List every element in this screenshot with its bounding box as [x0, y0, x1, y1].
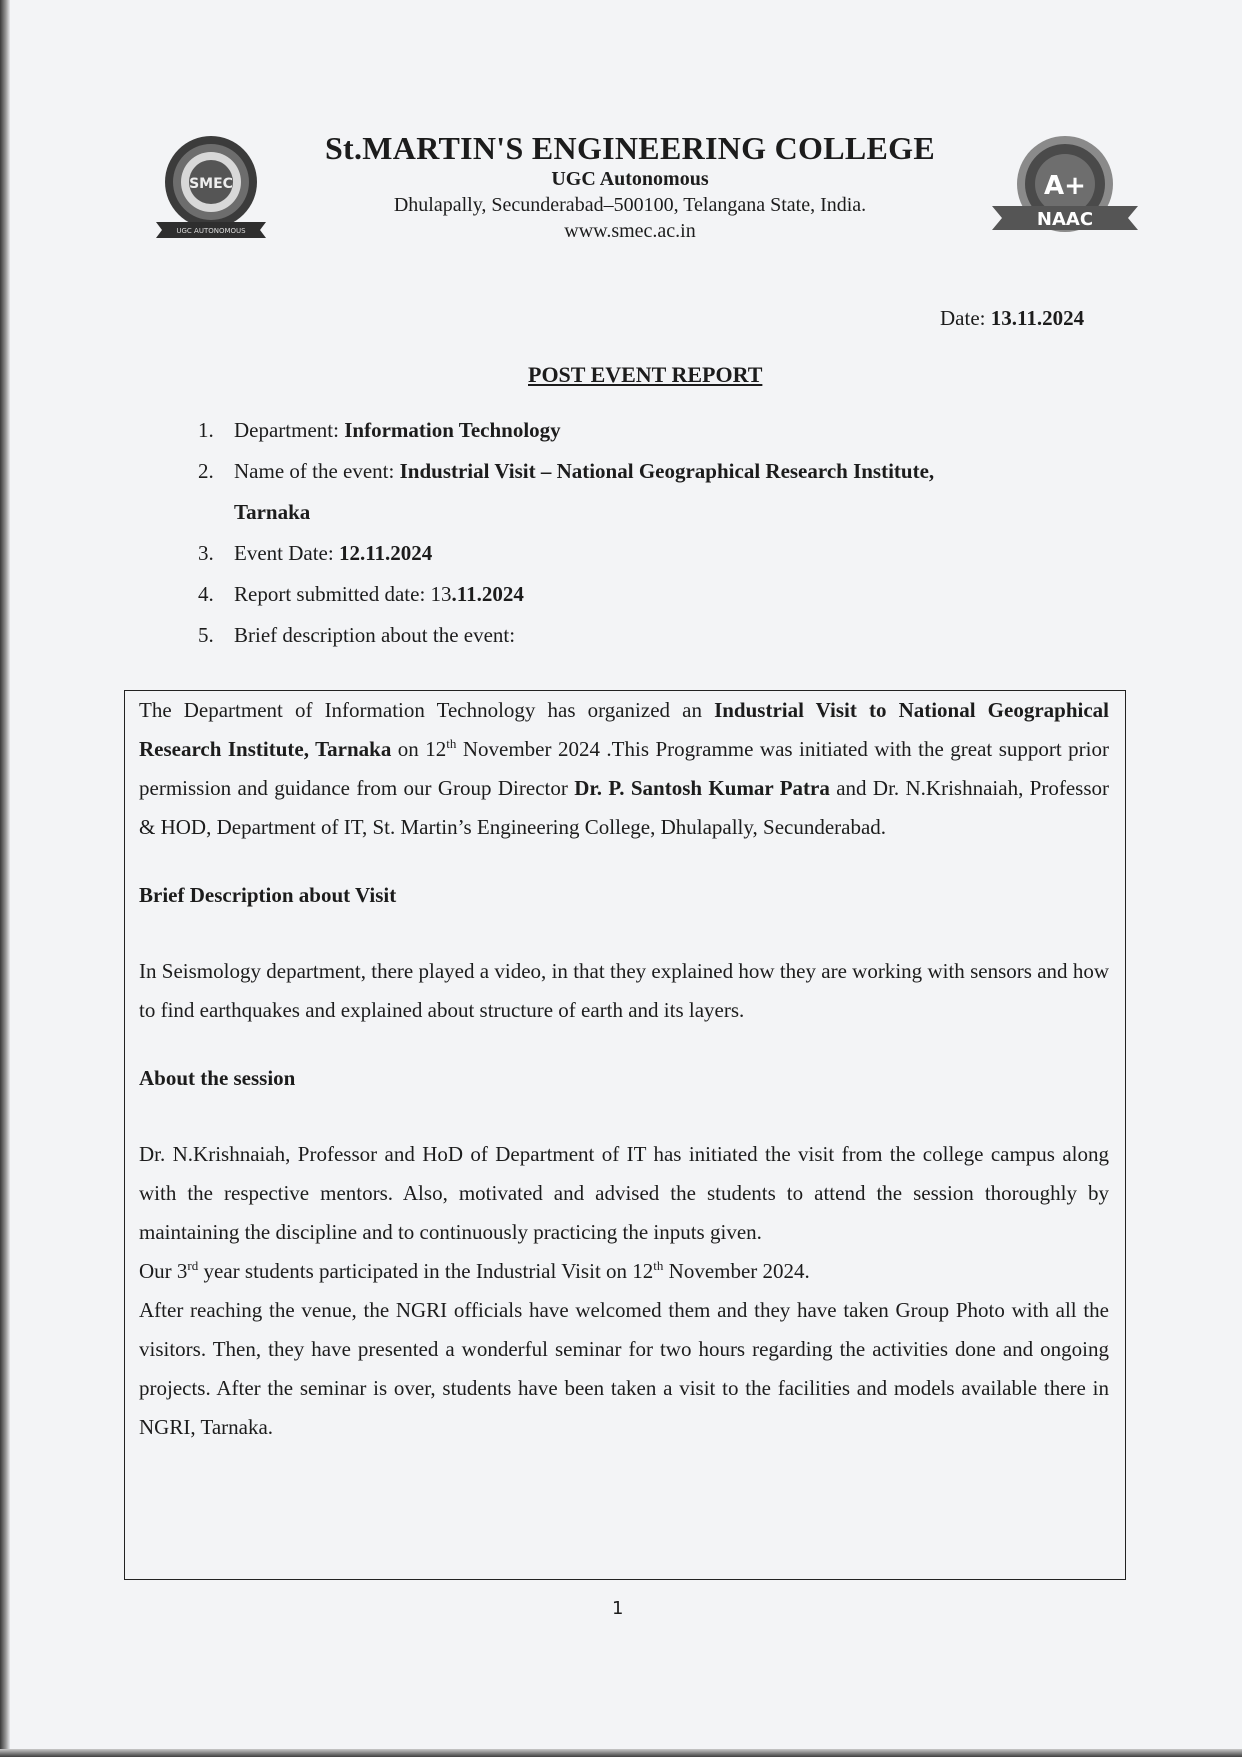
visit-paragraph: In Seismology department, there played a video, in that they explained how they are working with sensors and how to find earthquakes and explained about structure of earth and its layers.	[139, 959, 1109, 1022]
item-number: 3.	[198, 541, 214, 565]
college-name: St.MARTIN'S ENGINEERING COLLEGE	[324, 130, 936, 166]
item-value-continued: Tarnaka	[234, 500, 311, 524]
text-run: November 2024.	[663, 1259, 810, 1283]
text-run: year students participated in the Industrial Visit on 12	[198, 1259, 654, 1283]
scan-edge-left	[0, 0, 10, 1757]
list-item	[198, 574, 1078, 615]
college-seal-logo	[152, 130, 270, 248]
item-value: Information Technology	[344, 418, 561, 442]
item-number: 4.	[198, 582, 214, 606]
item-label: Event Date:	[234, 541, 339, 565]
naac-badge-logo	[990, 132, 1140, 252]
visit-heading: Brief Description about Visit	[139, 883, 397, 907]
list-item	[198, 533, 1078, 574]
item-number: 5.	[198, 623, 214, 647]
text-run: on 12	[391, 737, 447, 761]
report-date	[940, 306, 1084, 331]
item-value: 12.11.2024	[338, 541, 433, 565]
text-run: November 2024 .This Programme was initiated with the great support prior permission and guidance from our Group Director	[139, 737, 1109, 800]
list-item	[198, 410, 1078, 451]
college-header	[290, 130, 970, 244]
naac-grade: A+	[1044, 171, 1086, 201]
description-box	[124, 690, 1126, 1580]
item-value: .11.2024	[451, 582, 524, 606]
session-paragraph: Dr. N.Krishnaiah, Professor and HoD of Department of IT has initiated the visit from the college campus along with the respective mentors. Also, motivated and advised the students to attend the session thoroughly by maintaining the discipline and to continuously practicing the inputs given.	[139, 1142, 1109, 1244]
session-heading: About the session	[139, 1066, 296, 1090]
superscript: th	[653, 1258, 664, 1273]
item-value-plain: 13	[430, 582, 452, 606]
report-title: POST EVENT REPORT	[528, 362, 763, 387]
seal-ribbon-text: UGC AUTONOMOUS	[176, 227, 246, 235]
participants-paragraph	[139, 1252, 1109, 1291]
item-label: Brief description about the event:	[234, 623, 516, 647]
venue-paragraph: After reaching the venue, the NGRI officials have welcomed them and they have taken Group Photo with all the visitors. Then, they have presented a wonderful seminar for two hours regarding the activities done and ongoing projects. After the seminar is over, students have been taken a visit to the facilities and models available there in NGRI, Tarnaka.	[139, 1298, 1109, 1439]
intro-paragraph	[139, 691, 1109, 847]
superscript: rd	[187, 1258, 199, 1273]
list-item	[198, 615, 1078, 656]
text-run: and Dr. N.Krishnaiah, Professor & HOD, Department of IT, St. Martin’s Engineering College, Dhulapally, Secunderabad.	[139, 776, 1109, 839]
college-status: UGC Autonomous	[551, 168, 709, 190]
date-value: 13.11.2024	[990, 306, 1085, 330]
seal-initials: SMEC	[189, 176, 233, 192]
page-number: 1	[612, 1598, 624, 1619]
event-details-list	[198, 410, 1078, 656]
item-label: Report submitted date:	[234, 582, 431, 606]
superscript: th	[446, 736, 457, 751]
text-run: Our 3	[139, 1259, 188, 1283]
naac-ribbon-text: NAAC	[1036, 209, 1094, 230]
item-number: 2.	[198, 459, 214, 483]
text-run-bold: Industrial Visit to National Geographical Research Institute, Tarnaka	[139, 698, 1109, 761]
item-label: Department:	[234, 418, 345, 442]
item-number: 1.	[198, 418, 214, 442]
item-label: Name of the event:	[234, 459, 400, 483]
text-run: The Department of Information Technology has organized an	[139, 698, 715, 722]
college-address: Dhulapally, Secunderabad–500100, Telangana State, India.	[393, 194, 867, 216]
college-website: www.smec.ac.in	[564, 220, 696, 242]
list-item	[198, 451, 1078, 533]
item-value: Industrial Visit – National Geographical Research Institute,	[399, 459, 935, 483]
text-run-bold: Dr. P. Santosh Kumar Patra	[574, 776, 830, 800]
scan-edge-bottom	[0, 1749, 1242, 1757]
date-label: Date:	[940, 306, 991, 330]
